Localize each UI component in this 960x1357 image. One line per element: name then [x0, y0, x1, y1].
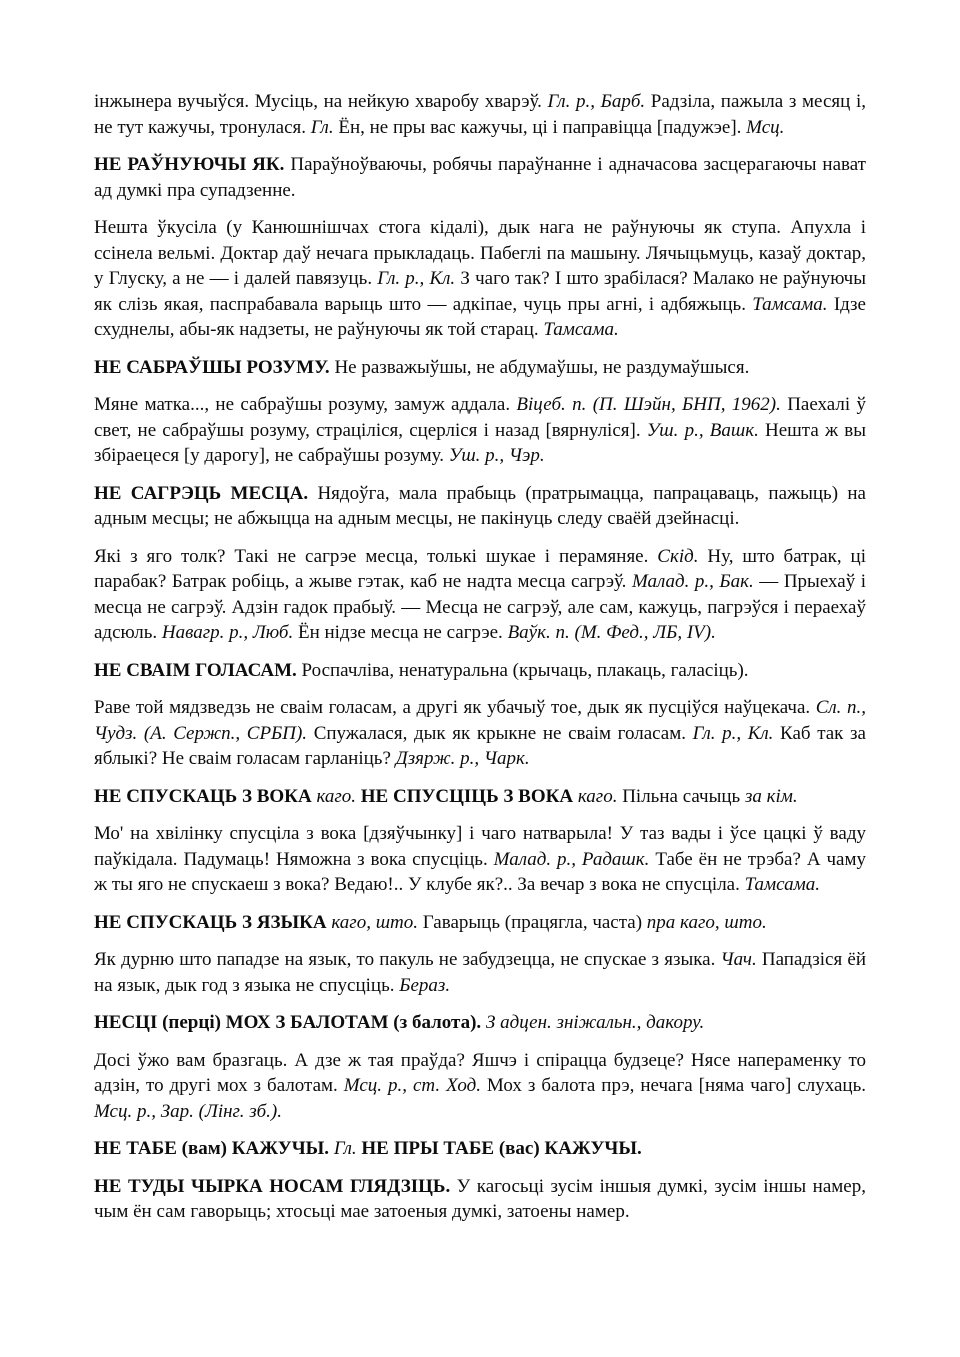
- source-reference-text: Дзярж. р., Чарк.: [395, 748, 530, 769]
- entry-examples-ne-sabraushy-rozumu: [94, 392, 866, 469]
- body-text: Ну, што батрак, ці парабак? Батрак робіць, а жыве гэтак, каб не надта месца сагрэў.: [94, 545, 866, 592]
- entry-examples-ne-spuskac-z-yazyka: [94, 947, 866, 998]
- source-reference-text: каго.: [311, 785, 357, 807]
- source-reference-text: Чач.: [720, 949, 757, 970]
- entry-headword-ne-tabe-kazhuchy: [94, 1136, 866, 1162]
- source-reference-text: Скід.: [657, 545, 699, 567]
- source-reference-text: Гл. р., Кл.: [692, 722, 774, 744]
- body-text: Пападзіся ёй на язык, дык год з языка не спусціць.: [94, 949, 867, 996]
- entry-headword-ne-svaim-golasam: [94, 658, 866, 684]
- source-reference-text: Ваўк. п. (М. Фед., ЛБ, IV).: [507, 622, 716, 643]
- headword-text: НЕСЦІ (перці) МОХ З БАЛОТАМ (з балота).: [94, 1012, 482, 1033]
- entry-examples-ne-spuskac-z-voka: [94, 821, 866, 898]
- body-text: Ён нідзе месца не сагрэе.: [293, 622, 508, 643]
- source-reference-text: Тамсама.: [752, 293, 828, 315]
- body-text: Раве той мядзведзь не сваім голасам, а другі як убачыў тое, дык як пусціўся наўцекача.: [94, 697, 816, 718]
- source-reference-text: Гл. р., Барб.: [547, 91, 646, 112]
- body-text: Як дурню што пападзе на язык, то пакуль не забудзецца, не спускае з языка.: [94, 949, 721, 970]
- source-reference-text: Гл.: [310, 116, 334, 138]
- entry-headword-ne-sagrec-mesca: [94, 481, 866, 532]
- source-reference-text: Сл. п., Чудз. (А. Сержп., СРБП).: [94, 697, 866, 744]
- entry-examples-ne-sagrec-mesca: [94, 544, 866, 646]
- entry-headword-nesci-moh-z-balotam: [94, 1010, 866, 1036]
- continuation-paragraph: [94, 89, 866, 140]
- source-reference-text: Малад. р., Радашк.: [493, 848, 650, 870]
- source-reference-text: Уш. р., Чэр.: [448, 445, 545, 466]
- body-text: Радзіла, пажыла з месяц і, не тут кажучы, тронулася.: [94, 91, 866, 138]
- source-reference-text: Тамсама.: [744, 874, 820, 895]
- body-text: Мох з балота прэ, нечага [няма чаго] слухаць.: [480, 1075, 867, 1096]
- body-text: Нядоўга, мала прабыць (пратрымацца, папрацаваць, пажыць) на адным месцы; не абжыцца на адным месцы, не пакінуць следу сваёй дзейнасці.: [94, 482, 866, 529]
- source-reference-text: за кім.: [744, 785, 798, 807]
- source-reference-text: Уш. р., Вашк.: [646, 419, 759, 441]
- headword-text: НЕ ТАБЕ (вам) КАЖУЧЫ.: [94, 1138, 330, 1159]
- body-text: З чаго так? І што зрабілася? Малако не раўнуючы як слізь якая, паспрабавала варыць што — адкіпае, чуць пры агні, і адбяжыць.: [94, 268, 866, 315]
- headword-text: НЕ САБРАЎШЫ РОЗУМУ.: [94, 356, 330, 378]
- headword-text: НЕ СВАІМ ГОЛАСАМ.: [94, 659, 297, 681]
- page-content: [94, 89, 866, 1225]
- source-reference-text: З адцен. зніжальн., дакору.: [481, 1012, 705, 1033]
- body-text: інжынера вучыўся. Мусіць, на нейкую хваробу хварэў.: [94, 91, 548, 112]
- body-text: Гаварыць (працягла, часта): [418, 911, 647, 933]
- source-reference-text: Мсц. р., ст. Ход.: [343, 1075, 481, 1096]
- entry-headword-ne-sabraushy-rozumu: [94, 355, 866, 381]
- body-text: Роспачліва, ненатуральна (крычаць, плакаць, галасіць).: [296, 659, 749, 681]
- source-reference-text: Тамсама.: [543, 319, 619, 340]
- headword-text: НЕ СПУСЦІЦЬ З ВОКА: [356, 785, 574, 807]
- headword-text: НЕ СПУСКАЦЬ З ВОКА: [94, 785, 312, 807]
- entry-examples-nesci-moh-z-balotam: [94, 1048, 866, 1125]
- entry-headword-ne-raunuyuchy-yak: [94, 152, 866, 203]
- body-text: Пільна сачыць: [617, 785, 745, 807]
- body-text: Які з яго толк? Такі не сагрэе месца, толькі шукае і перамяняе.: [94, 545, 658, 567]
- headword-text: НЕ САГРЭЦЬ МЕСЦА.: [94, 482, 309, 504]
- headword-text: НЕ ТУДЫ ЧЫРКА НОСАМ ГЛЯДЗІЦЬ.: [94, 1175, 451, 1197]
- entry-examples-ne-raunuyuchy-yak: [94, 215, 866, 343]
- entry-headword-ne-tudy-chyrka: [94, 1174, 866, 1225]
- entry-headword-ne-spuskac-z-yazyka: [94, 910, 866, 936]
- body-text: Досі ўжо вам бразгаць. А дзе ж тая праўда? Яшчэ і спірацца будзеце? Нясе напераменку то адзін, то другі мох з балотам.: [94, 1049, 866, 1096]
- body-text: Каб так за яблыкі? Не сваім голасам гарланіць?: [94, 722, 866, 769]
- entry-examples-ne-svaim-golasam: [94, 695, 866, 772]
- source-reference-text: каго, што.: [326, 911, 419, 933]
- source-reference-text: Віцеб. п. (П. Шэйн, БНП, 1962).: [516, 394, 781, 415]
- source-reference-text: пра каго, што.: [646, 911, 767, 933]
- source-reference-text: Навагр. р., Люб.: [161, 622, 294, 643]
- body-text: Табе ён не трэба? А чаму ж ты яго не спускаеш з вока? Ведаю!.. У клубе як?.. За вечар з вока не спусціла.: [94, 848, 866, 895]
- source-reference-text: Мсц.: [746, 116, 785, 138]
- headword-text: НЕ РАЎНУЮЧЫ ЯК.: [94, 154, 285, 175]
- body-text: Не разважыўшы, не абдумаўшы, не раздумаўшыся.: [329, 356, 750, 378]
- headword-text: НЕ СПУСКАЦЬ З ЯЗЫКА: [94, 911, 327, 933]
- entry-headword-ne-spuskac-z-voka: [94, 784, 866, 810]
- body-text: Спужалася, дык як крыкне не сваім голасам.: [307, 722, 693, 744]
- headword-text: НЕ ПРЫ ТАБЕ (вас) КАЖУЧЫ.: [356, 1138, 642, 1159]
- body-text: Нешта ж вы збіраецеся [у дарогу], не сабраўшы розуму.: [94, 419, 866, 466]
- body-text: Паехалі ў свет, не сабраўшы розуму, страціліся, сцерліся і назад [вярнуліся].: [94, 394, 866, 441]
- source-reference-text: Бераз.: [399, 974, 451, 996]
- body-text: Нешта ўкусіла (у Канюшнішчах стога кідалі), дык нага не раўнуючы як ступа. Апухла і ссінела вельмі. Доктар даў нечага прыкладаць. Пабеглі па машыну. Лячыцьмуць, казаў доктар, у Глуску, а не — і далей павязуць.: [94, 217, 866, 289]
- body-text: Ён, не пры вас кажучы, ці і паправіцца [падужэе].: [333, 116, 747, 138]
- body-text: Ідзе схуднелы, абы-як надзеты, не раўнуючы як той старац.: [94, 293, 866, 340]
- source-reference-text: Гл.: [329, 1138, 357, 1159]
- body-text: Параўноўваючы, робячы параўнанне і адначасова засцерагаючы нават ад думкі пра супадзенне.: [94, 154, 866, 201]
- body-text: Мо' на хвілінку спусціла з вока [дзяўчынку] і чаго натварыла! У таз вады і ўсе цацкі ў ваду паўкідала. Падумаць! Няможна з вока спусціць.: [94, 823, 866, 870]
- body-text: У кагосьці зусім іншыя думкі, зусім іншы намер, чым ён сам гаворыць; хтосьці мае затоеныя думкі, затоены намер.: [94, 1175, 866, 1222]
- source-reference-text: Гл. р., Кл.: [377, 268, 456, 289]
- source-reference-text: каго.: [573, 785, 618, 807]
- source-reference-text: Малад. р., Бак.: [631, 571, 754, 592]
- body-text: — Прыехаў і месца не сагрэў. Адзін гадок прабыў. — Месца не сагрэў, але сам, кажуць, пагрэўся і пераехаў адсюль.: [94, 571, 866, 643]
- body-text: Мяне матка..., не сабраўшы розуму, замуж аддала.: [94, 394, 517, 415]
- source-reference-text: Мсц. р., Зар. (Лінг. зб.).: [94, 1100, 283, 1122]
